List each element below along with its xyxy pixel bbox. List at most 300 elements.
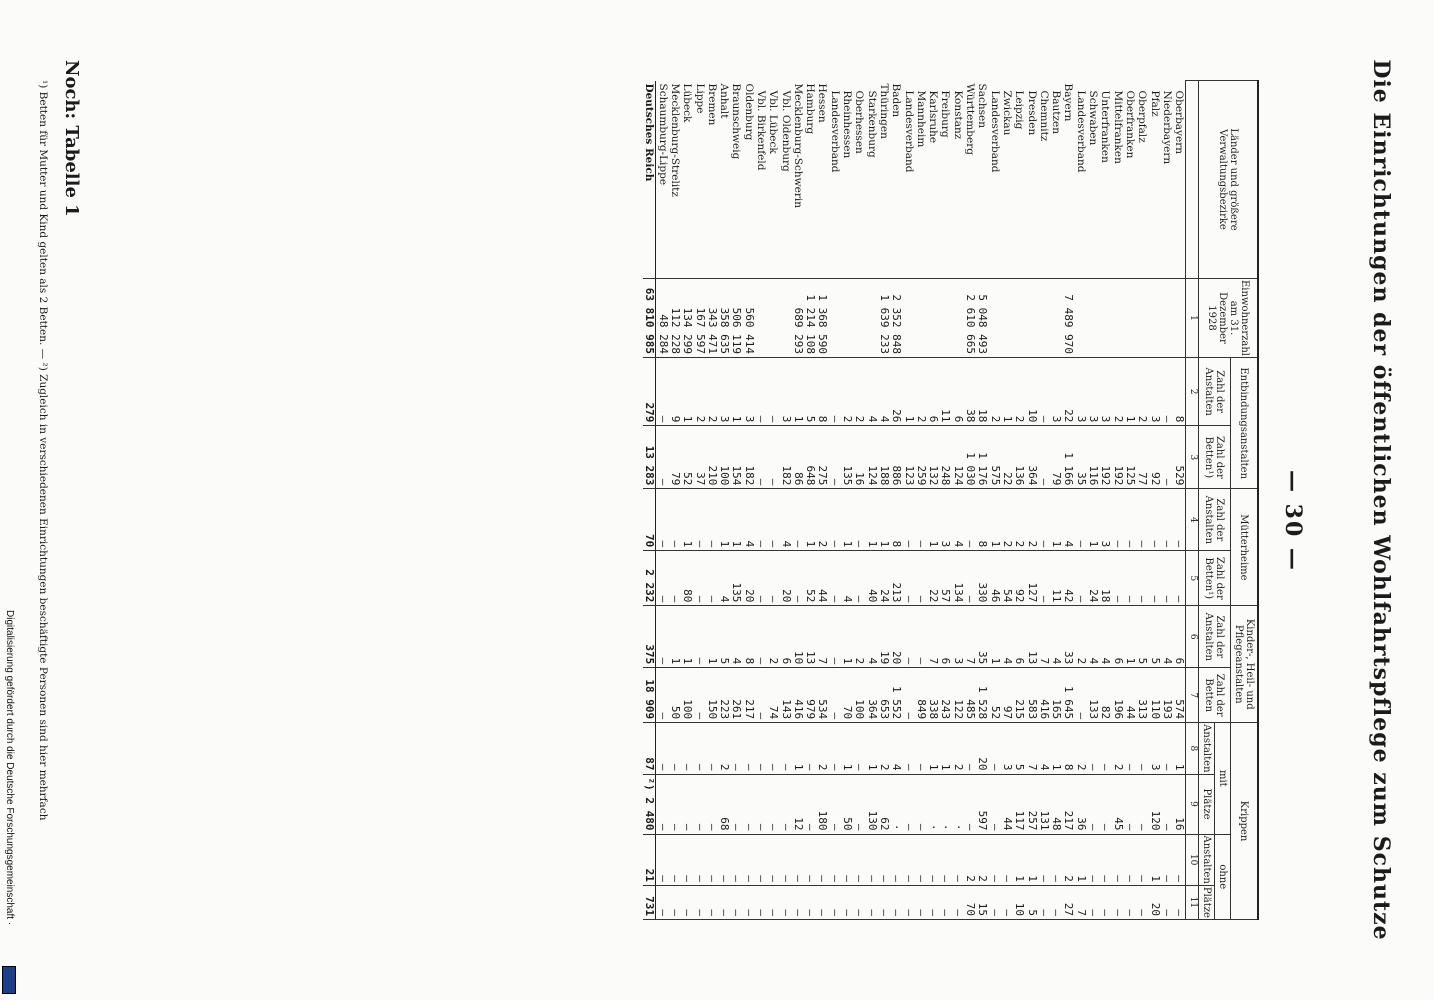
cell-col-6: 6 bbox=[1111, 606, 1123, 668]
cell-col-9: 180 bbox=[816, 774, 828, 834]
cell-col-9: 62 bbox=[878, 774, 890, 834]
cell-col-9: — bbox=[1087, 774, 1099, 834]
cell-col-1 bbox=[841, 279, 853, 358]
region-name: Vbl. Oldenburg bbox=[779, 81, 791, 279]
table-row bbox=[816, 81, 828, 920]
cell-col-4: 70 bbox=[643, 489, 656, 551]
cell-col-9: — bbox=[779, 774, 791, 834]
cell-col-5: 44 bbox=[816, 551, 828, 606]
cell-col-3: — bbox=[767, 426, 779, 489]
cell-col-6: 13 bbox=[804, 606, 816, 668]
cell-col-8: 5 bbox=[1013, 723, 1025, 774]
cell-col-3: 248 bbox=[939, 426, 951, 489]
statistics-table-container bbox=[84, 80, 1259, 920]
cell-col-4: — bbox=[792, 489, 804, 551]
cell-col-9: — bbox=[915, 774, 927, 834]
cell-col-6: 6 bbox=[1173, 606, 1186, 668]
cell-col-10: — bbox=[755, 834, 767, 885]
cell-col-9: — bbox=[669, 774, 681, 834]
cell-col-8: — bbox=[853, 723, 865, 774]
cell-col-7: 261 bbox=[730, 668, 742, 723]
table-row bbox=[1001, 81, 1013, 920]
cell-col-10: — bbox=[706, 834, 718, 885]
cell-col-1: 2 610 665 bbox=[964, 279, 976, 358]
cell-col-5: — bbox=[706, 551, 718, 606]
cell-col-3: 188 bbox=[878, 426, 890, 489]
cell-col-3: 529 bbox=[1173, 426, 1186, 489]
cell-col-8: 3 bbox=[1148, 723, 1160, 774]
cell-col-1 bbox=[1099, 279, 1111, 358]
cell-col-6: 4 bbox=[865, 606, 877, 668]
cell-col-7: 122 bbox=[951, 668, 963, 723]
cell-col-5: 20 bbox=[779, 551, 791, 606]
cell-col-9: — bbox=[681, 774, 693, 834]
cell-col-8: 4 bbox=[1038, 723, 1050, 774]
table-row bbox=[927, 81, 939, 920]
cell-col-1 bbox=[915, 279, 927, 358]
cell-col-8: 2 bbox=[1074, 723, 1086, 774]
cell-col-10: — bbox=[1050, 834, 1062, 885]
cell-col-6: — bbox=[902, 606, 914, 668]
header-c11: Plätze bbox=[1199, 885, 1215, 919]
cell-col-3: 1 030 bbox=[964, 426, 976, 489]
region-name: Landesverband bbox=[902, 81, 914, 279]
cell-col-11: 7 bbox=[1074, 885, 1086, 919]
cell-col-7: 979 bbox=[804, 668, 816, 723]
cell-col-1 bbox=[853, 279, 865, 358]
region-name: Dresden bbox=[1025, 81, 1037, 279]
cell-col-2: 1 bbox=[730, 357, 742, 425]
region-name: Hamburg bbox=[804, 81, 816, 279]
cell-col-1 bbox=[988, 279, 1000, 358]
digitization-credit-text: Digitalisierung gefördert durch die Deutsche Forschungsgemeinschaft · bbox=[4, 610, 15, 926]
cell-col-6: 7 bbox=[964, 606, 976, 668]
cell-col-6: 4 bbox=[1001, 606, 1013, 668]
cell-col-10: — bbox=[988, 834, 1000, 885]
table-row bbox=[865, 81, 877, 920]
table-row bbox=[767, 81, 779, 920]
table-row bbox=[988, 81, 1000, 920]
cell-col-10: 21 bbox=[643, 834, 656, 885]
cell-col-2: — bbox=[767, 357, 779, 425]
cell-col-10: — bbox=[1099, 834, 1111, 885]
cell-col-7: 1 645 bbox=[1062, 668, 1074, 723]
cell-col-1 bbox=[1173, 279, 1186, 358]
cell-col-3: 123 bbox=[902, 426, 914, 489]
table-row bbox=[1136, 81, 1148, 920]
region-name: Oberbayern bbox=[1173, 81, 1186, 279]
cell-col-11: — bbox=[951, 885, 963, 919]
cell-col-6: 2 bbox=[767, 606, 779, 668]
cell-col-2: 279 bbox=[643, 357, 656, 425]
cell-col-9: — bbox=[853, 774, 865, 834]
cell-col-1: 560 414 bbox=[742, 279, 754, 358]
cell-col-1: 689 293 bbox=[792, 279, 804, 358]
cell-col-8: — bbox=[804, 723, 816, 774]
cell-col-10: — bbox=[1001, 834, 1013, 885]
table-row bbox=[669, 81, 681, 920]
cell-col-9: 12 bbox=[792, 774, 804, 834]
cell-col-11: 70 bbox=[964, 885, 976, 919]
region-name: Thüringen bbox=[878, 81, 890, 279]
cell-col-4: 1 bbox=[1050, 489, 1062, 551]
table-row bbox=[730, 81, 742, 920]
cell-col-6: 5 bbox=[718, 606, 730, 668]
table-row bbox=[1038, 81, 1050, 920]
cell-col-8: 2 bbox=[951, 723, 963, 774]
cell-col-3: 192 bbox=[1099, 426, 1111, 489]
cell-col-10: — bbox=[804, 834, 816, 885]
cell-col-2: 2 bbox=[1111, 357, 1123, 425]
region-name: Mittelfranken bbox=[1111, 81, 1123, 279]
cell-col-3: 86 bbox=[792, 426, 804, 489]
cell-col-8: — bbox=[767, 723, 779, 774]
cell-col-2: 2 bbox=[988, 357, 1000, 425]
cell-col-8: — bbox=[669, 723, 681, 774]
cell-col-7: 849 bbox=[915, 668, 927, 723]
cell-col-4: — bbox=[1136, 489, 1148, 551]
cell-col-10: — bbox=[939, 834, 951, 885]
cell-col-7: 1 552 bbox=[890, 668, 902, 723]
cell-col-10: — bbox=[890, 834, 902, 885]
cell-col-4: — bbox=[1074, 489, 1086, 551]
cell-col-6: 6 bbox=[939, 606, 951, 668]
cell-col-6: 13 bbox=[1025, 606, 1037, 668]
cell-col-10: — bbox=[853, 834, 865, 885]
cell-col-9: — bbox=[1124, 774, 1136, 834]
cell-col-4: 1 bbox=[1087, 489, 1099, 551]
cell-col-10: — bbox=[730, 834, 742, 885]
cell-col-4: 8 bbox=[890, 489, 902, 551]
cell-col-8: — bbox=[755, 723, 767, 774]
cell-col-3: 275 bbox=[816, 426, 828, 489]
cell-col-3: 886 bbox=[890, 426, 902, 489]
cell-col-8: — bbox=[693, 723, 705, 774]
cell-col-3: 182 bbox=[779, 426, 791, 489]
cell-col-2: 3 bbox=[742, 357, 754, 425]
region-name: Oberpfalz bbox=[1136, 81, 1148, 279]
column-number-row bbox=[1186, 81, 1199, 920]
cell-col-8: — bbox=[902, 723, 914, 774]
cell-col-2: 2 bbox=[915, 357, 927, 425]
cell-col-8: 4 bbox=[890, 723, 902, 774]
cell-col-9: — bbox=[730, 774, 742, 834]
cell-col-7: — bbox=[656, 668, 669, 723]
cell-col-5: — bbox=[1111, 551, 1123, 606]
cell-col-2: 38 bbox=[964, 357, 976, 425]
cell-col-11: — bbox=[804, 885, 816, 919]
cell-col-8: 1 bbox=[841, 723, 853, 774]
cell-col-2: 1 bbox=[792, 357, 804, 425]
cell-col-4: 1 bbox=[681, 489, 693, 551]
cell-col-8: — bbox=[706, 723, 718, 774]
cell-col-3: 364 bbox=[1025, 426, 1037, 489]
header-c9: Plätze bbox=[1199, 774, 1215, 834]
cell-col-6: 4 bbox=[1099, 606, 1111, 668]
region-name: Mecklenburg-Schwerin bbox=[792, 81, 804, 279]
header-c4: Zahl der Anstalten bbox=[1199, 489, 1231, 551]
cell-col-5: — bbox=[1148, 551, 1160, 606]
cell-col-7: 485 bbox=[964, 668, 976, 723]
table-row bbox=[1173, 81, 1186, 920]
cell-col-10: — bbox=[829, 834, 841, 885]
header-population: Einwohnerzahl am 31. Dezember 1928 bbox=[1199, 279, 1259, 358]
cell-col-11: — bbox=[878, 885, 890, 919]
cell-col-1: 167 597 bbox=[693, 279, 705, 358]
cell-col-3: 132 bbox=[927, 426, 939, 489]
cell-col-4: — bbox=[1173, 489, 1186, 551]
header-region: Länder und größere Verwaltungsbezirke bbox=[1199, 81, 1259, 279]
cell-col-8: — bbox=[730, 723, 742, 774]
cell-col-11: — bbox=[1111, 885, 1123, 919]
cell-col-6: 1 bbox=[841, 606, 853, 668]
cell-col-7: — bbox=[1074, 668, 1086, 723]
cell-col-11: — bbox=[829, 885, 841, 919]
cell-col-4: 2 bbox=[1001, 489, 1013, 551]
cell-col-2: 18 bbox=[976, 357, 988, 425]
table-row bbox=[656, 81, 669, 920]
cell-col-4: — bbox=[915, 489, 927, 551]
region-name: Leipzig bbox=[1013, 81, 1025, 279]
cell-col-5: 2 232 bbox=[643, 551, 656, 606]
cell-col-7: 574 bbox=[1173, 668, 1186, 723]
cell-col-4: — bbox=[693, 489, 705, 551]
cell-col-8: 7 bbox=[1025, 723, 1037, 774]
cell-col-11: — bbox=[681, 885, 693, 919]
cell-col-7: 52 bbox=[988, 668, 1000, 723]
cell-col-9: 217 bbox=[1062, 774, 1074, 834]
region-name: Oldenburg bbox=[742, 81, 754, 279]
cell-col-7: 143 bbox=[779, 668, 791, 723]
cell-col-9: — bbox=[829, 774, 841, 834]
header-children-institutions: Kinder-, Heil- und Pflegeanstalten bbox=[1231, 606, 1259, 723]
cell-col-2: 1 bbox=[902, 357, 914, 425]
region-name: Pfalz bbox=[1148, 81, 1160, 279]
cell-col-4: — bbox=[902, 489, 914, 551]
cell-col-3: 124 bbox=[865, 426, 877, 489]
cell-col-3: 154 bbox=[730, 426, 742, 489]
cell-col-9: 16 bbox=[1173, 774, 1186, 834]
table-row bbox=[890, 81, 902, 920]
cell-col-7: — bbox=[755, 668, 767, 723]
cell-col-2: 6 bbox=[927, 357, 939, 425]
region-name: Baden bbox=[890, 81, 902, 279]
cell-col-1 bbox=[755, 279, 767, 358]
cell-col-10: — bbox=[718, 834, 730, 885]
table-row bbox=[976, 81, 988, 920]
cell-col-6: 33 bbox=[1062, 606, 1074, 668]
cell-col-11: — bbox=[853, 885, 865, 919]
cell-col-5: — bbox=[1136, 551, 1148, 606]
cell-col-11: — bbox=[718, 885, 730, 919]
table-row bbox=[779, 81, 791, 920]
cell-col-4: 2 bbox=[1025, 489, 1037, 551]
cell-col-11: 10 bbox=[1013, 885, 1025, 919]
cell-col-9: — bbox=[804, 774, 816, 834]
column-number: 9 bbox=[1186, 774, 1199, 834]
cell-col-8: 2 bbox=[878, 723, 890, 774]
cell-col-11: — bbox=[865, 885, 877, 919]
cell-col-1 bbox=[865, 279, 877, 358]
cell-col-7: 133 bbox=[1087, 668, 1099, 723]
column-number: 4 bbox=[1186, 489, 1199, 551]
cell-col-4: 3 bbox=[1099, 489, 1111, 551]
cell-col-6: 1 bbox=[681, 606, 693, 668]
cell-col-3: 37 bbox=[693, 426, 705, 489]
cell-col-2: 3 bbox=[718, 357, 730, 425]
cell-col-1 bbox=[779, 279, 791, 358]
cell-col-11: — bbox=[1099, 885, 1111, 919]
region-name: Oberfranken bbox=[1124, 81, 1136, 279]
cell-col-5: 24 bbox=[1087, 551, 1099, 606]
cell-col-4: — bbox=[755, 489, 767, 551]
cell-col-1 bbox=[1001, 279, 1013, 358]
cell-col-4: 1 bbox=[865, 489, 877, 551]
region-name: Mannheim bbox=[915, 81, 927, 279]
cell-col-3: 1 166 bbox=[1062, 426, 1074, 489]
header-c8: Anstalten bbox=[1199, 723, 1215, 774]
cell-col-2: 2 bbox=[706, 357, 718, 425]
cell-col-9: — bbox=[988, 774, 1000, 834]
cell-col-2: 3 bbox=[1087, 357, 1099, 425]
cell-col-3: — bbox=[656, 426, 669, 489]
cell-col-3: 192 bbox=[1111, 426, 1123, 489]
column-number: 2 bbox=[1186, 357, 1199, 425]
cell-col-9: 44 bbox=[1001, 774, 1013, 834]
cell-col-5: 134 bbox=[951, 551, 963, 606]
cell-col-8: — bbox=[1124, 723, 1136, 774]
cell-col-2: — bbox=[1161, 357, 1173, 425]
cell-col-6: 6 bbox=[1013, 606, 1025, 668]
region-name: Bautzen bbox=[1050, 81, 1062, 279]
cell-col-8: 1 bbox=[1050, 723, 1062, 774]
cell-col-1 bbox=[902, 279, 914, 358]
cell-col-1 bbox=[1013, 279, 1025, 358]
cell-col-5: 22 bbox=[927, 551, 939, 606]
cell-col-8: 1 bbox=[1173, 723, 1186, 774]
cell-col-4: — bbox=[767, 489, 779, 551]
cell-col-9: 131 bbox=[1038, 774, 1050, 834]
cell-col-8: 20 bbox=[976, 723, 988, 774]
cell-col-5: 92 bbox=[1013, 551, 1025, 606]
cell-col-11: — bbox=[779, 885, 791, 919]
cell-col-11: — bbox=[755, 885, 767, 919]
cell-col-10: — bbox=[742, 834, 754, 885]
cell-col-8: — bbox=[681, 723, 693, 774]
cell-col-9: · bbox=[951, 774, 963, 834]
cell-col-9: — bbox=[656, 774, 669, 834]
header-maternity: Entbindungsanstalten bbox=[1231, 357, 1259, 488]
cell-col-5: — bbox=[792, 551, 804, 606]
cell-col-11: — bbox=[656, 885, 669, 919]
cell-col-2: 1 bbox=[681, 357, 693, 425]
region-name: Zwickau bbox=[1001, 81, 1013, 279]
table-row bbox=[1148, 81, 1160, 920]
region-name: Anhalt bbox=[718, 81, 730, 279]
cell-col-8: — bbox=[1099, 723, 1111, 774]
cell-col-6: 20 bbox=[890, 606, 902, 668]
cell-col-3: 22 bbox=[1001, 426, 1013, 489]
cell-col-8: — bbox=[1161, 723, 1173, 774]
cell-col-3: 125 bbox=[1124, 426, 1136, 489]
cell-col-9: — bbox=[755, 774, 767, 834]
cell-col-5: — bbox=[915, 551, 927, 606]
cell-col-7: 165 bbox=[1050, 668, 1062, 723]
cell-col-1 bbox=[1111, 279, 1123, 358]
cell-col-6: 2 bbox=[1074, 606, 1086, 668]
cell-col-5: 213 bbox=[890, 551, 902, 606]
header-with: mit bbox=[1215, 723, 1231, 834]
cell-col-10: 2 bbox=[1062, 834, 1074, 885]
cell-col-11: — bbox=[706, 885, 718, 919]
cell-col-5: 135 bbox=[730, 551, 742, 606]
cell-col-8: 2 bbox=[816, 723, 828, 774]
cell-col-8: — bbox=[1136, 723, 1148, 774]
cell-col-1 bbox=[1050, 279, 1062, 358]
column-number: 5 bbox=[1186, 551, 1199, 606]
cell-col-4: 1 bbox=[878, 489, 890, 551]
table-row bbox=[755, 81, 767, 920]
cell-col-4: — bbox=[1038, 489, 1050, 551]
cell-col-1 bbox=[1074, 279, 1086, 358]
cell-col-1 bbox=[1148, 279, 1160, 358]
table-row bbox=[1025, 81, 1037, 920]
cell-col-11: — bbox=[890, 885, 902, 919]
cell-col-10: — bbox=[693, 834, 705, 885]
cell-col-4: — bbox=[669, 489, 681, 551]
cell-col-7: 416 bbox=[792, 668, 804, 723]
cell-col-3: 136 bbox=[1013, 426, 1025, 489]
header-without: ohne bbox=[1215, 834, 1231, 920]
column-number: 8 bbox=[1186, 723, 1199, 774]
cell-col-6: 1 bbox=[669, 606, 681, 668]
cell-col-1: 1 368 590 bbox=[816, 279, 828, 358]
cell-col-2: 4 bbox=[865, 357, 877, 425]
table-row bbox=[1161, 81, 1173, 920]
cell-col-11: 20 bbox=[1148, 885, 1160, 919]
column-number: 10 bbox=[1186, 834, 1199, 885]
cell-col-4: — bbox=[1148, 489, 1160, 551]
cell-col-10: — bbox=[681, 834, 693, 885]
cell-col-6: 5 bbox=[1148, 606, 1160, 668]
cell-col-3: 648 bbox=[804, 426, 816, 489]
table-row bbox=[693, 81, 705, 920]
table-row bbox=[804, 81, 816, 920]
cell-col-2: 2 bbox=[1013, 357, 1025, 425]
cell-col-6: 35 bbox=[976, 606, 988, 668]
cell-col-1: 48 284 bbox=[656, 279, 669, 358]
cell-col-4: — bbox=[1124, 489, 1136, 551]
region-name: Württemberg bbox=[964, 81, 976, 279]
cell-col-4: 3 bbox=[939, 489, 951, 551]
table-row bbox=[792, 81, 804, 920]
page-number: — 30 — bbox=[1280, 470, 1306, 572]
cell-col-4: 1 bbox=[718, 489, 730, 551]
table-row bbox=[1099, 81, 1111, 920]
cell-col-6: 7 bbox=[1038, 606, 1050, 668]
cell-col-2: 3 bbox=[1148, 357, 1160, 425]
cell-col-9: 117 bbox=[1013, 774, 1025, 834]
cell-col-5: — bbox=[693, 551, 705, 606]
cell-col-10: 1 bbox=[1148, 834, 1160, 885]
region-name: Niederbayern bbox=[1161, 81, 1173, 279]
column-number: 3 bbox=[1186, 426, 1199, 489]
cell-col-9: 120 bbox=[1148, 774, 1160, 834]
region-name: Vbl. Birkenfeld bbox=[755, 81, 767, 279]
cell-col-3: 182 bbox=[742, 426, 754, 489]
cell-col-4: — bbox=[656, 489, 669, 551]
statistics-table bbox=[643, 80, 1259, 920]
